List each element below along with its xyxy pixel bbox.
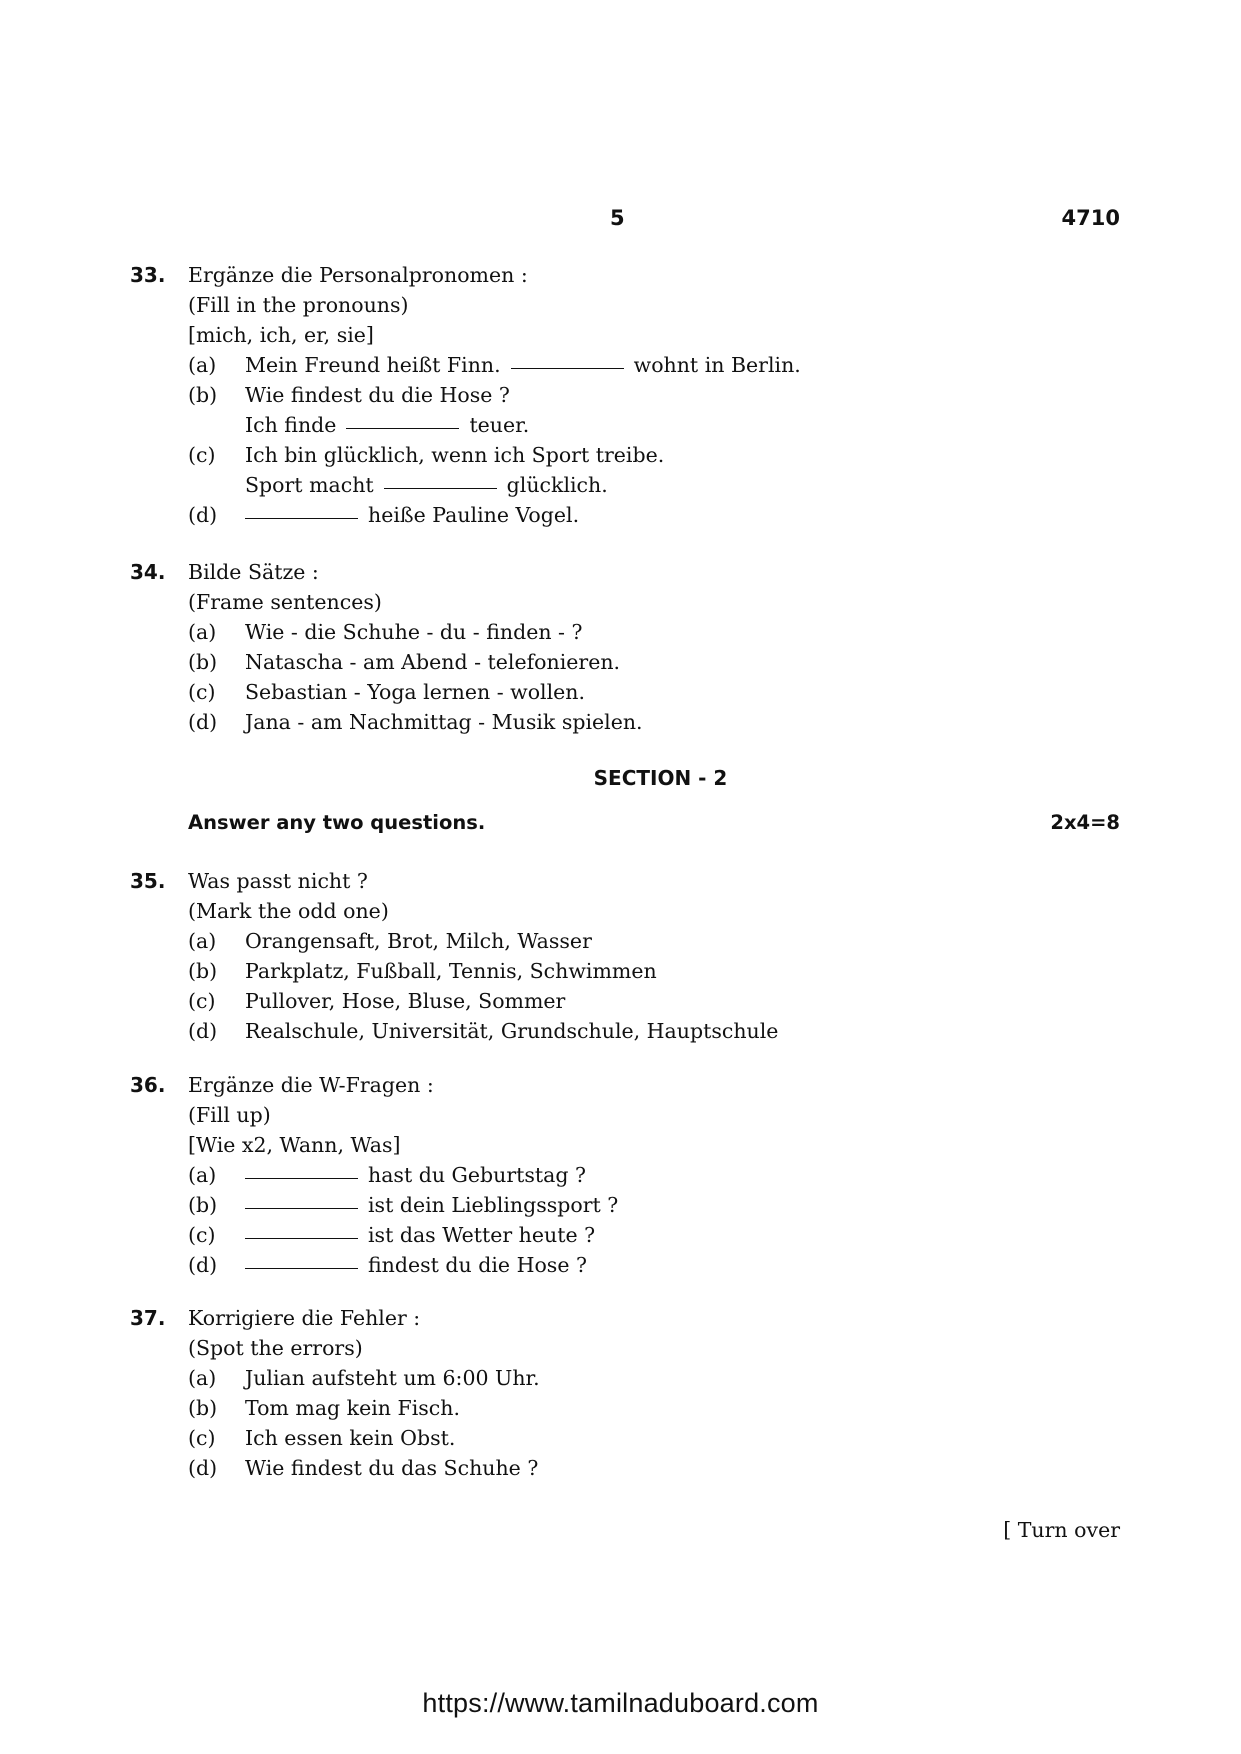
item-text: ist das Wetter heute ? <box>368 1223 596 1247</box>
item-label: (d) <box>188 710 218 734</box>
item-b <box>130 380 1120 410</box>
blank-line <box>245 1267 358 1269</box>
item-text: Parkplatz, Fußball, Tennis, Schwimmen <box>245 959 657 983</box>
item-label: (c) <box>188 680 216 704</box>
list-item <box>130 1423 1120 1453</box>
item-label: (d) <box>188 1456 218 1480</box>
question-number: 35. <box>130 869 166 893</box>
question-34 <box>130 557 1120 737</box>
item-label: (d) <box>188 503 218 527</box>
item-text: Wie - die Schuhe - du - finden - ? <box>245 620 583 644</box>
item-label: (b) <box>188 383 218 407</box>
question-title: Ergänze die Personalpronomen : <box>188 263 528 287</box>
item-text: Natascha - am Abend - telefonieren. <box>245 650 621 674</box>
item-label: (c) <box>188 1426 216 1450</box>
question-english: (Spot the errors) <box>188 1336 363 1360</box>
question-title: Ergänze die W-Fragen : <box>188 1073 434 1097</box>
list-item <box>130 956 1120 986</box>
item-c-continuation <box>130 470 1120 500</box>
blank-line <box>245 1237 358 1239</box>
item-text: Wie findest du das Schuhe ? <box>245 1456 539 1480</box>
question-title: Was passt nicht ? <box>188 869 368 893</box>
question-english: (Frame sentences) <box>188 590 382 614</box>
item-text-after: teuer. <box>469 413 530 437</box>
item-label: (a) <box>188 1366 217 1390</box>
item-label: (c) <box>188 989 216 1013</box>
word-options: [Wie x2, Wann, Was] <box>188 1133 401 1157</box>
item-label: (a) <box>188 929 217 953</box>
blank-line <box>346 427 459 429</box>
question-title: Korrigiere die Fehler : <box>188 1306 421 1330</box>
section-title-wrap <box>0 766 1241 790</box>
item-label: (a) <box>188 1163 217 1187</box>
item-text-before: Mein Freund heißt Finn. <box>245 353 501 377</box>
item-text: Wie findest du die Hose ? <box>245 383 510 407</box>
item-c <box>130 440 1120 470</box>
blank-line <box>384 487 497 489</box>
item-text-after: glücklich. <box>506 473 608 497</box>
item-label: (c) <box>188 1223 216 1247</box>
question-35 <box>130 866 1120 1046</box>
list-item <box>130 1160 1120 1190</box>
item-text: hast du Geburtstag ? <box>368 1163 587 1187</box>
item-text-before: Ich finde <box>245 413 337 437</box>
blank-line <box>245 517 358 519</box>
item-label: (b) <box>188 650 218 674</box>
item-label: (b) <box>188 1396 218 1420</box>
list-item <box>130 1016 1120 1046</box>
question-english: (Mark the odd one) <box>188 899 389 923</box>
blank-line <box>511 367 624 369</box>
question-english: (Fill up) <box>188 1103 271 1127</box>
item-text-before: Sport macht <box>245 473 374 497</box>
item-label: (b) <box>188 959 218 983</box>
page-number: 5 <box>610 206 625 230</box>
item-text: Realschule, Universität, Grundschule, Hauptschule <box>245 1019 779 1043</box>
item-text: Jana - am Nachmittag - Musik spielen. <box>245 710 643 734</box>
list-item <box>130 1250 1120 1280</box>
item-b-continuation <box>130 410 1120 440</box>
item-text: Ich bin glücklich, wenn ich Sport treibe. <box>245 443 665 467</box>
word-options: [mich, ich, er, sie] <box>188 323 374 347</box>
footer-url[interactable]: https://www.tamilnaduboard.com <box>422 1688 819 1718</box>
item-text: Julian aufsteht um 6:00 Uhr. <box>245 1366 540 1390</box>
list-item <box>130 677 1120 707</box>
question-37 <box>130 1303 1120 1483</box>
list-item <box>130 1190 1120 1220</box>
question-title: Bilde Sätze : <box>188 560 319 584</box>
item-text: ist dein Lieblingssport ? <box>368 1193 619 1217</box>
item-label: (a) <box>188 620 217 644</box>
turn-over-note: [ Turn over <box>1003 1518 1120 1542</box>
paper-code: 4710 <box>1061 206 1120 230</box>
list-item <box>130 647 1120 677</box>
item-text: Tom mag kein Fisch. <box>245 1396 461 1420</box>
list-item <box>130 1453 1120 1483</box>
item-label: (d) <box>188 1019 218 1043</box>
question-number: 33. <box>130 263 166 287</box>
item-label: (d) <box>188 1253 218 1277</box>
item-text: Sebastian - Yoga lernen - wollen. <box>245 680 586 704</box>
question-english: (Fill in the pronouns) <box>188 293 409 317</box>
list-item <box>130 707 1120 737</box>
list-item <box>130 1393 1120 1423</box>
question-number: 34. <box>130 560 166 584</box>
item-label: (c) <box>188 443 216 467</box>
list-item <box>130 1220 1120 1250</box>
item-d <box>130 500 1120 530</box>
list-item <box>130 926 1120 956</box>
item-text: Pullover, Hose, Bluse, Sommer <box>245 989 566 1013</box>
section-instruction: Answer any two questions. <box>188 811 486 834</box>
item-text: findest du die Hose ? <box>368 1253 587 1277</box>
question-number: 37. <box>130 1306 166 1330</box>
list-item <box>130 1363 1120 1393</box>
section-marks: 2x4=8 <box>1050 811 1120 834</box>
question-36 <box>130 1070 1120 1280</box>
question-33 <box>130 260 1120 530</box>
item-text-after: heiße Pauline Vogel. <box>368 503 580 527</box>
item-a <box>130 350 1120 380</box>
list-item <box>130 617 1120 647</box>
list-item <box>130 986 1120 1016</box>
item-text-after: wohnt in Berlin. <box>633 353 801 377</box>
blank-line <box>245 1177 358 1179</box>
question-number: 36. <box>130 1073 166 1097</box>
section-title: SECTION - 2 <box>593 766 728 790</box>
item-text: Ich essen kein Obst. <box>245 1426 456 1450</box>
blank-line <box>245 1207 358 1209</box>
item-text: Orangensaft, Brot, Milch, Wasser <box>245 929 592 953</box>
item-label: (b) <box>188 1193 218 1217</box>
item-label: (a) <box>188 353 217 377</box>
